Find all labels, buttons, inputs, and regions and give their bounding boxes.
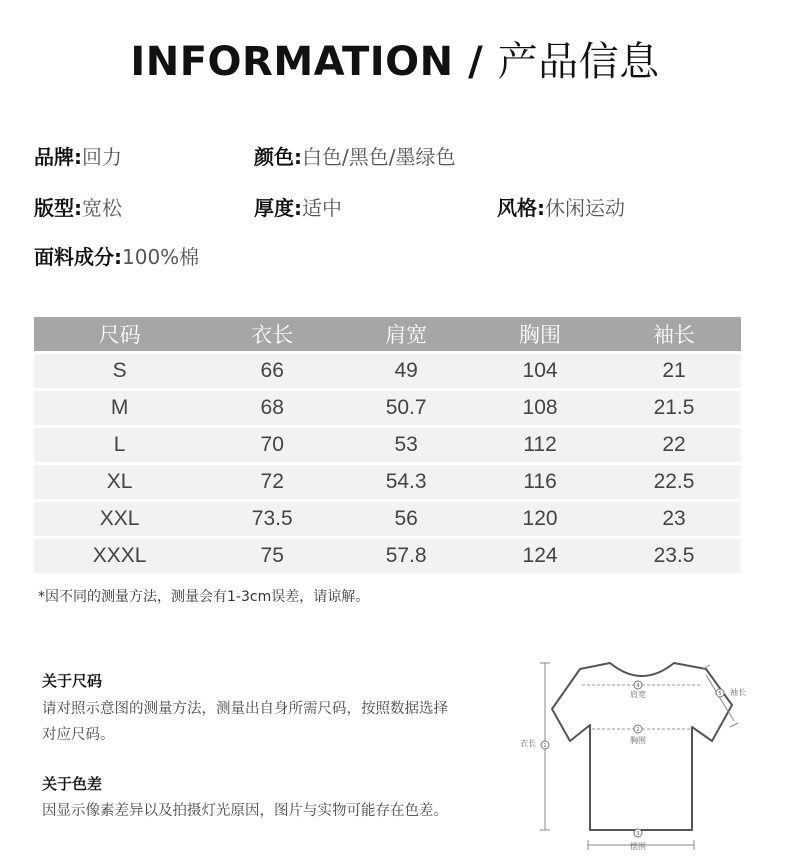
title-cn: 产品信息 xyxy=(497,39,660,85)
table-cell: 56 xyxy=(339,501,473,538)
tshirt-outline xyxy=(552,663,732,830)
title-en: INFORMATION xyxy=(130,39,454,85)
spec-color-key: 颜色: xyxy=(254,145,302,169)
table-row xyxy=(34,390,741,427)
spec-material-value: 100%棉 xyxy=(122,245,200,269)
spec-thickness-key: 厚度: xyxy=(254,196,302,220)
table-cell: 54.3 xyxy=(339,464,473,501)
measure-badges xyxy=(541,681,724,837)
header-size: 尺码 xyxy=(34,317,205,353)
table-cell: 50.7 xyxy=(339,390,473,427)
table-cell: 66 xyxy=(205,353,339,390)
spec-fit xyxy=(34,192,122,221)
table-cell: XXL xyxy=(34,501,205,538)
table-cell: 22.5 xyxy=(607,464,741,501)
badge-num-hem: 3 xyxy=(636,831,640,837)
table-cell: 53 xyxy=(339,427,473,464)
table-row xyxy=(34,353,741,390)
spec-style-key: 风格: xyxy=(497,196,545,220)
table-cell: 75 xyxy=(205,538,339,574)
spec-brand-key: 品牌: xyxy=(34,145,82,169)
table-cell: 73.5 xyxy=(205,501,339,538)
table-cell: 68 xyxy=(205,390,339,427)
badge-num-sleeve: 5 xyxy=(718,691,722,697)
measurement-note: *因不同的测量方法，测量会有1-3cm误差，请谅解。 xyxy=(38,589,370,605)
spec-style xyxy=(497,192,625,221)
about-color-heading: 关于色差 xyxy=(42,775,103,793)
label-shoulder: 肩宽 xyxy=(630,690,646,699)
table-cell: XL xyxy=(34,464,205,501)
table-row xyxy=(34,464,741,501)
spec-brand-value: 回力 xyxy=(82,145,122,169)
spec-fit-value: 宽松 xyxy=(82,196,122,220)
title-separator: / xyxy=(468,39,484,85)
label-chest: 胸围 xyxy=(630,736,646,745)
tshirt-measurement-diagram xyxy=(510,655,755,855)
table-cell: 22 xyxy=(607,427,741,464)
table-cell: L xyxy=(34,427,205,464)
header-length: 衣长 xyxy=(205,317,339,353)
spec-color xyxy=(254,141,455,170)
label-sleeve: 袖长 xyxy=(730,688,746,697)
header-sleeve: 袖长 xyxy=(607,317,741,353)
about-color-text: 因显示像素差异以及拍摄灯光原因，图片与实物可能存在色差。 xyxy=(42,803,448,819)
table-cell: 70 xyxy=(205,427,339,464)
about-size-heading: 关于尺码 xyxy=(42,672,103,690)
badge-num-chest: 2 xyxy=(636,727,640,733)
table-cell: 116 xyxy=(473,464,607,501)
about-size-text: 请对照示意图的测量方法，测量出自身所需尺码，按照数据选择对应尺码。 xyxy=(42,701,448,743)
table-cell: 23.5 xyxy=(607,538,741,574)
table-row xyxy=(34,501,741,538)
spec-thickness-value: 适中 xyxy=(302,196,342,220)
spec-fit-key: 版型: xyxy=(34,196,82,220)
spec-color-value: 白色/黑色/墨绿色 xyxy=(302,145,456,169)
table-cell: 124 xyxy=(473,538,607,574)
table-cell: S xyxy=(34,353,205,390)
size-table xyxy=(34,317,741,573)
table-cell: 57.8 xyxy=(339,538,473,574)
spec-material-key: 面料成分: xyxy=(34,245,122,269)
badge-num-length: 1 xyxy=(543,743,547,749)
header-shoulder: 肩宽 xyxy=(339,317,473,353)
spec-material xyxy=(34,241,199,270)
table-row xyxy=(34,538,741,574)
table-cell: 104 xyxy=(473,353,607,390)
spec-style-value: 休闲运动 xyxy=(545,196,625,220)
table-cell: 108 xyxy=(473,390,607,427)
table-cell: M xyxy=(34,390,205,427)
table-row xyxy=(34,427,741,464)
header-chest: 胸围 xyxy=(473,317,607,353)
table-cell: 21.5 xyxy=(607,390,741,427)
table-cell: 112 xyxy=(473,427,607,464)
table-cell: 49 xyxy=(339,353,473,390)
badge-num-shoulder: 4 xyxy=(636,683,640,689)
label-length: 衣长 xyxy=(520,739,536,748)
table-cell: 120 xyxy=(473,501,607,538)
table-cell: XXXL xyxy=(34,538,205,574)
spec-brand xyxy=(34,141,122,170)
table-cell: 21 xyxy=(607,353,741,390)
table-cell: 72 xyxy=(205,464,339,501)
spec-thickness xyxy=(254,192,342,221)
table-cell: 23 xyxy=(607,501,741,538)
page-title xyxy=(0,30,790,87)
size-table-header xyxy=(34,317,741,353)
label-hem: 摆围 xyxy=(630,842,646,851)
